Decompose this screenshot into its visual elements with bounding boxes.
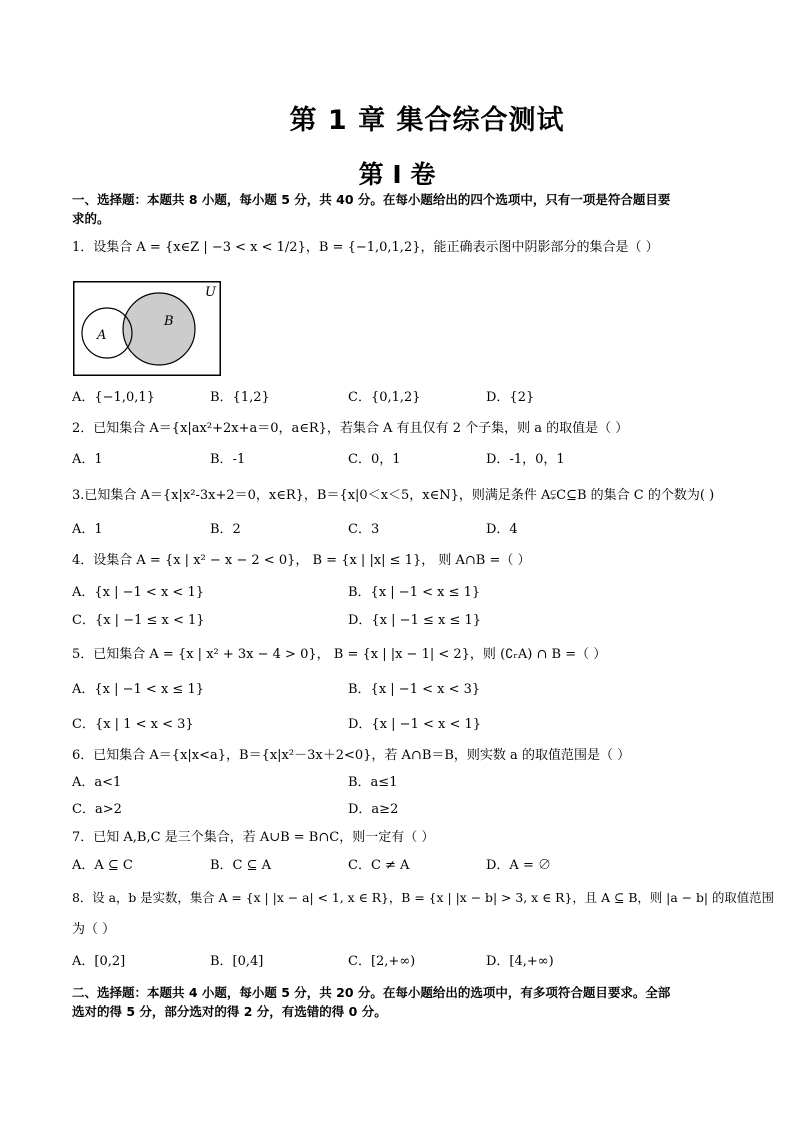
q7-option-a: A．A ⊆ C (72, 858, 133, 873)
q5-option-d: D．{x | −1 < x < 1} (348, 717, 482, 732)
q6-option-d: D．a≥2 (348, 802, 399, 817)
venn-label-a: A (97, 328, 107, 343)
q6-option-a: A．a<1 (72, 775, 122, 790)
question-7-stem: 7．已知 A,B,C 是三个集合，若 A∪B = B∩C，则一定有（ ） (72, 830, 435, 845)
section-1-line-1: 一、选择题：本题共 8 小题，每小题 5 分，共 40 分。在每小题给出的四个选项中，只有一项是符合题目要 (72, 192, 671, 207)
venn-set-b-circle (123, 293, 195, 365)
section-2-line-2: 选对的得 5 分，部分选对的得 2 分，有选错的得 0 分。 (72, 1004, 387, 1019)
question-8-stem-line-2: 为（ ） (72, 922, 116, 937)
section-1-instructions (72, 190, 724, 228)
q4-option-b: B．{x | −1 < x ≤ 1} (348, 585, 481, 600)
q7-option-d: D．A = ∅ (486, 858, 551, 873)
q5-option-c: C．{x | 1 < x < 3} (72, 717, 194, 732)
page-title: 第 1 章 集合综合测试 (289, 105, 565, 136)
q3-option-b: B．2 (210, 522, 241, 537)
q7-option-b: B．C ⊆ A (210, 858, 272, 873)
venn-label-b: B (164, 314, 174, 329)
q1-option-a: A．{−1,0,1} (72, 390, 155, 405)
q2-option-b: B．-1 (210, 452, 246, 467)
q4-option-d: D．{x | −1 ≤ x ≤ 1} (348, 613, 482, 628)
question-2-stem: 2．已知集合 A＝{x|ax²+2x+a＝0，a∈R}，若集合 A 有且仅有 2 个子集，则 a 的取值是（ ） (72, 421, 629, 436)
q8-option-a: A．[0,2] (72, 954, 126, 969)
q1-option-c: C．{0,1,2} (348, 390, 421, 405)
q1-option-d: D．{2} (486, 390, 535, 405)
q6-option-c: C．a>2 (72, 802, 122, 817)
q7-option-c: C．C ≠ A (348, 858, 410, 873)
venn-label-u: U (205, 285, 216, 300)
q3-option-c: C．3 (348, 522, 380, 537)
question-4-stem: 4．设集合 A = {x | x² − x − 2 < 0}， B = {x | |x| ≤ 1}， 则 A∩B =（ ） (72, 553, 531, 568)
q4-option-c: C．{x | −1 ≤ x < 1} (72, 613, 205, 628)
q3-option-d: D．4 (486, 522, 518, 537)
q5-option-b: B．{x | −1 < x < 3} (348, 682, 481, 697)
venn-diagram (73, 281, 221, 376)
page-subtitle: 第 I 卷 (358, 160, 436, 189)
section-2-line-1: 二、选择题：本题共 4 小题，每小题 5 分，共 20 分。在每小题给出的选项中，有多项符合题目要求。全部 (72, 985, 671, 1000)
question-6-stem: 6．已知集合 A＝{x|x<a}，B＝{x|x²－3x＋2<0}，若 A∩B＝B，则实数 a 的取值范围是（ ） (72, 748, 631, 763)
q2-option-d: D．-1，0，1 (486, 452, 565, 467)
q8-option-b: B．[0,4] (210, 954, 264, 969)
section-2-instructions (72, 983, 724, 1021)
q6-option-b: B．a≤1 (348, 775, 398, 790)
q5-option-a: A．{x | −1 < x ≤ 1} (72, 682, 204, 697)
section-1-line-2: 求的。 (72, 211, 110, 226)
question-5-stem: 5．已知集合 A = {x | x² + 3x − 4 > 0}， B = {x | |x − 1| < 2}，则 (∁ᵣA) ∩ B =（ ） (72, 647, 607, 662)
question-1-stem: 1．设集合 A = {x∈Z | −3 < x < 1/2}，B = {−1,0,1,2}，能正确表示图中阴影部分的集合是（ ） (72, 240, 659, 255)
q3-option-a: A．1 (72, 522, 103, 537)
question-8-stem-line-1: 8．设 a，b 是实数，集合 A = {x | |x − a| < 1, x ∈ R}，B = {x | |x − b| > 3, x ∈ R}，且 A ⊆ B，则 |a − b| 的取值范围 (72, 890, 774, 905)
q8-option-c: C．[2,+∞) (348, 954, 416, 969)
q2-option-a: A．1 (72, 452, 103, 467)
q2-option-c: C．0，1 (348, 452, 401, 467)
q4-option-a: A．{x | −1 < x < 1} (72, 585, 204, 600)
question-3-stem: 3.已知集合 A＝{x|x²-3x+2＝0，x∈R}，B＝{x|0＜x＜5，x∈N}，则满足条件 A⫋C⊆B 的集合 C 的个数为( ) (72, 488, 715, 503)
q8-option-d: D．[4,+∞) (486, 954, 554, 969)
q1-option-b: B．{1,2} (210, 390, 270, 405)
